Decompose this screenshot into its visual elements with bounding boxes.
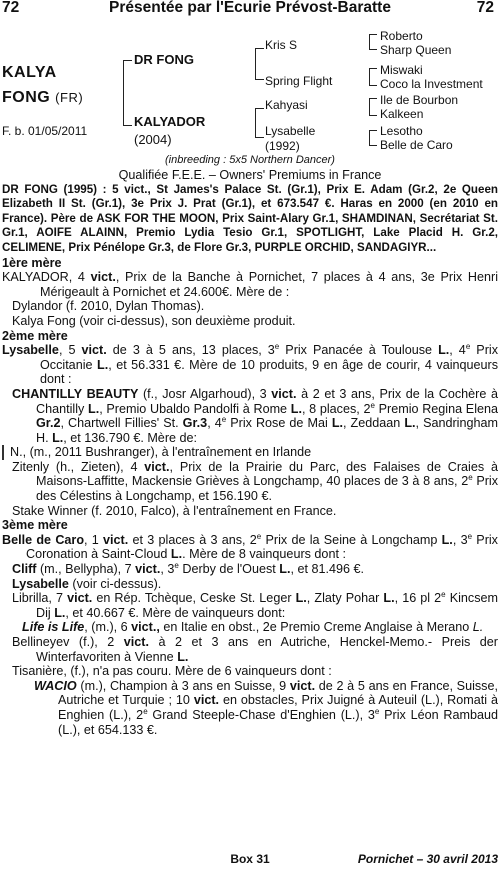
gen2-kris-s: Kris S xyxy=(265,38,298,52)
gen3-belle-de-caro: Belle de Caro xyxy=(380,138,453,152)
inbreeding-note: (inbreeding : 5x5 Northern Dancer) xyxy=(165,154,335,166)
first-dam-heading: 1ère mère xyxy=(2,255,62,270)
text-run: , Chartwell Fillies' St. xyxy=(60,416,179,431)
text-run: Belle de Caro xyxy=(2,532,85,547)
dam-year: (2004) xyxy=(134,132,172,147)
text-run: L. xyxy=(383,591,395,606)
text-run: e xyxy=(174,560,179,570)
text-run: à 2 et 3 ans, Prix de la Cochère à Chantilly xyxy=(36,386,498,416)
box-number: Box 31 xyxy=(230,852,270,866)
produce-zitenly xyxy=(2,460,498,504)
text-run: en Rép. Tchèque, Ceske St. Leger xyxy=(92,591,292,606)
text-run: e xyxy=(374,706,380,716)
first-dam-record xyxy=(2,270,498,299)
text-run: L. xyxy=(170,547,183,562)
birth-info: F. b. 01/05/2011 xyxy=(2,124,88,138)
text-run: Gr.2 xyxy=(36,416,61,431)
text-run: WACIO xyxy=(34,678,77,693)
second-dam-record xyxy=(2,343,498,387)
text-run: (m., Bellypha), 7 xyxy=(36,562,132,577)
gen3-sharp-queen: Sharp Queen xyxy=(380,43,452,57)
text-run: vict. xyxy=(123,635,149,649)
gen3-lesotho: Lesotho xyxy=(380,124,423,138)
text-run: Derby de l'Ouest xyxy=(178,562,276,577)
sale-place-date: Pornichet – 30 avril 2013 xyxy=(357,852,498,866)
text-run: Prix de la Seine à Longchamp xyxy=(261,532,438,547)
text-run: , et 40.667 €. Mère de vainqueurs dont: xyxy=(65,605,286,620)
produce-lysabelle xyxy=(2,577,498,592)
text-run: en obstacles, Prix Juigné à Auteuil (L.), Romati à Enghien (L.), 2 xyxy=(58,693,499,722)
text-run: , et 136.790 €. Mère de: xyxy=(63,430,198,445)
gen2-lysabelle-year: (1992) xyxy=(265,139,300,153)
gen3-kalkeen: Kalkeen xyxy=(380,107,424,121)
gen3-ile-de-bourbon: Ile de Bourbon xyxy=(380,93,459,107)
text-run: Prix Coronation à Saint-Cloud xyxy=(26,532,498,562)
text-run: L. xyxy=(54,605,66,620)
text-run: L. xyxy=(290,401,302,416)
produce-cliff xyxy=(2,562,498,577)
gen3-miswaki: Miswaki xyxy=(380,63,423,77)
produce-kalya-fong: Kalya Fong (voir ci-dessus), son deuxième produit. xyxy=(12,313,296,328)
gen3-roberto: Roberto xyxy=(380,29,423,43)
text-run: L. xyxy=(88,401,100,416)
text-run: vict. xyxy=(271,386,297,401)
text-run: L. xyxy=(52,430,64,445)
pedigree-bracket xyxy=(255,108,264,138)
produce-bellineyev xyxy=(2,635,498,664)
text-run: , 5 xyxy=(58,343,76,358)
text-run: L. xyxy=(97,357,109,372)
text-run: vict., xyxy=(131,620,160,635)
horse-name-fong: FONG xyxy=(2,89,51,106)
text-run: L. xyxy=(438,343,450,358)
text-run: L. xyxy=(472,620,484,635)
second-dam-heading: 2ème mère xyxy=(2,328,68,343)
text-run: L. xyxy=(295,591,307,606)
text-run: , Zlaty Pohar xyxy=(306,591,380,606)
text-run: Prix Occitanie xyxy=(40,343,498,372)
text-run: vict. xyxy=(144,459,170,474)
text-run: Grand Steeple-Chase d'Enghien (L.), 3 xyxy=(147,707,375,722)
text-run: Zitenly (h., Zieten), 4 xyxy=(12,459,138,474)
text-run: (f., Josr Algarhoud), 3 xyxy=(138,386,267,401)
text-run: Lysabelle xyxy=(12,576,69,591)
text-run: L. xyxy=(279,562,291,577)
text-run: Prix Rose de Mai xyxy=(226,416,328,431)
lot-number: 72 xyxy=(2,0,20,16)
produce-wacio xyxy=(2,679,498,737)
sire-name: DR FONG xyxy=(134,52,194,67)
text-run: vict. xyxy=(81,343,107,358)
horse-name-line1: KALYA xyxy=(2,64,57,81)
text-run: e xyxy=(467,531,473,541)
pedigree-bracket xyxy=(369,130,377,146)
text-run: , 8 places, 2 xyxy=(301,401,371,416)
third-dam-heading: 3ème mère xyxy=(2,518,68,533)
text-run: L. xyxy=(331,416,344,431)
text-run: , et 56.331 €. Mère de 10 produits, 9 en âge de courir, 4 vainqueurs dont : xyxy=(40,357,499,387)
text-run: Gr.3 xyxy=(182,416,208,431)
text-run: de 3 à 5 ans, 13 places, 3 xyxy=(106,343,275,358)
text-run: L. xyxy=(404,416,416,431)
text-run: , Prix de la Prairie du Parc, des Falaises de Craies à Maisons-Laffitte, Mackensie Grièves à Longchamp, 40 places de 3 à 8 ans, 2 xyxy=(36,459,498,489)
gen2-kahyasi: Kahyasi xyxy=(265,98,308,112)
text-run: e xyxy=(441,590,446,600)
text-run: Premio Regina Elena xyxy=(374,401,499,416)
text-run: vict. xyxy=(289,678,316,693)
text-run: à 2 et 3 ans en Autriche, Henckel-Memo.- Preis der Winterfavoriten à Vienne xyxy=(36,635,499,664)
text-run: vict. xyxy=(90,270,116,285)
text-run: , Zeddaan xyxy=(343,416,401,431)
text-run: vict. xyxy=(67,591,93,606)
text-run: de 2 à 5 ans en France, Suisse, Autriche et Turquie ; 10 xyxy=(58,678,498,708)
text-run: , 3 xyxy=(452,532,468,547)
text-run: , 16 pl 2 xyxy=(394,591,442,606)
page-header xyxy=(0,0,500,18)
text-run: , Premio Ubaldo Pandolfi à Rome xyxy=(99,401,288,416)
text-run: Lysabelle xyxy=(2,343,59,358)
text-run: en Italie en obst., 2e Premio Creme Anglaise à Merano xyxy=(159,620,470,635)
text-run: , 4 xyxy=(449,343,466,358)
text-run: e xyxy=(274,341,280,351)
text-run: Kincsem Dij xyxy=(36,591,498,620)
gen2-spring-flight: Spring Flight xyxy=(265,74,333,88)
horse-country: (FR) xyxy=(55,90,84,105)
text-run: e xyxy=(370,400,375,410)
catalogue-text xyxy=(2,168,498,737)
text-run: , (m.), 6 xyxy=(84,620,128,635)
text-run: , et 81.496 €. xyxy=(290,562,364,577)
text-run: , 4 xyxy=(207,416,222,431)
text-run: Prix Léon Rambaud (L.), et 654.133 €. xyxy=(58,707,498,737)
text-run: (m.), Champion à 3 ans en Suisse, 9 xyxy=(76,678,287,693)
text-run: vict. xyxy=(103,532,129,547)
pedigree-bracket xyxy=(369,68,377,86)
produce-dylandor: Dylandor (f. 2010, Dylan Thomas). xyxy=(12,299,205,314)
gen2-lysabelle: Lysabelle xyxy=(265,124,316,138)
text-run: , 3 xyxy=(160,562,175,577)
text-run: e xyxy=(468,473,473,483)
text-run: vict. xyxy=(193,693,220,708)
text-run: . Mère de 8 vainqueurs dont : xyxy=(182,547,346,562)
text-run: , Sandringham H. xyxy=(36,416,498,445)
text-run: e xyxy=(143,706,148,716)
gen3-coco: Coco la Investment xyxy=(380,77,483,91)
qualification: Qualifiée F.E.E. – Owners' Premiums in France xyxy=(118,168,382,182)
text-run: Bellineyev (f.), 2 xyxy=(12,635,115,649)
text-run: , 1 xyxy=(84,532,99,547)
text-run: , Prix de la Banche à Pornichet, 7 places à 4 ans, 3e Prix Henri Mérigeault à Pornichet et 24.600€. Mère de : xyxy=(40,270,498,299)
text-run: et 3 places à 3 ans, 2 xyxy=(128,532,257,547)
text-run: e xyxy=(256,531,262,541)
sire-record: DR FONG (1995) : 5 vict., St James's Palace St. (Gr.1), Prix E. Adam (Gr.2, 2e Queen Elizabeth II St. (Gr.1), 3e Prix J. Prat (Gr.1), et 673.547 €. Haras en 2000 (en 2010 en France). Père de ASK FOR THE MOON, Prix Saint-Alary Gr.1, SHAMDINAN, Secrétariat St. Gr.1, AOIFE ALAINN, Premio Lydia Tesio Gr.1, SPOTLIGHT, Lake Placid H. Gr.2, CELIMENE, Prix Pénélope Gr.3, de Flore Gr.3, PURPLE ORCHID, SANDAGIYR... xyxy=(2,182,498,254)
pedigree-bracket xyxy=(369,98,377,116)
pedigree-bracket xyxy=(369,34,377,50)
produce-n-bushranger: N., (m., 2011 Bushranger), à l'entraînement en Irlande xyxy=(2,445,498,460)
text-run: Prix des Célestins à Longchamp, et 156.190 €. xyxy=(36,474,499,504)
text-run: (voir ci-dessus). xyxy=(68,576,162,591)
text-run: Librilla, 7 xyxy=(12,591,63,606)
text-run: e xyxy=(221,414,227,424)
lot-number-right: 72 xyxy=(476,0,494,16)
text-run: L. xyxy=(441,532,453,547)
pedigree-bracket xyxy=(255,48,264,80)
pedigree-block xyxy=(0,24,500,164)
horse-name-line2 xyxy=(2,89,83,107)
text-run: L. xyxy=(177,649,189,664)
page-footer xyxy=(0,850,500,870)
text-run: CHANTILLY BEAUTY xyxy=(12,386,139,401)
pedigree-bracket xyxy=(123,60,132,126)
consignor-title: Présentée par l'Ecurie Prévost-Baratte xyxy=(109,0,391,16)
text-run: vict. xyxy=(135,562,161,577)
text-run: Life is Life xyxy=(22,620,85,635)
third-dam-record xyxy=(2,533,498,562)
text-run: Prix Panacée à Toulouse xyxy=(279,343,433,358)
produce-chantilly-beauty xyxy=(2,387,498,445)
text-run: KALYADOR, 4 xyxy=(2,270,85,285)
dam-name: KALYADOR xyxy=(134,114,206,129)
text-run: e xyxy=(465,341,471,351)
produce-stake-winner: Stake Winner (f. 2010, Falco), à l'entraînement en France. xyxy=(12,503,337,518)
produce-librilla xyxy=(2,591,498,620)
text-run: Cliff xyxy=(12,562,37,577)
produce-tisaniere: Tisanière, (f.), n'a pas couru. Mère de 6 vainqueurs dont : xyxy=(12,664,332,679)
produce-life-is-life xyxy=(2,620,498,635)
